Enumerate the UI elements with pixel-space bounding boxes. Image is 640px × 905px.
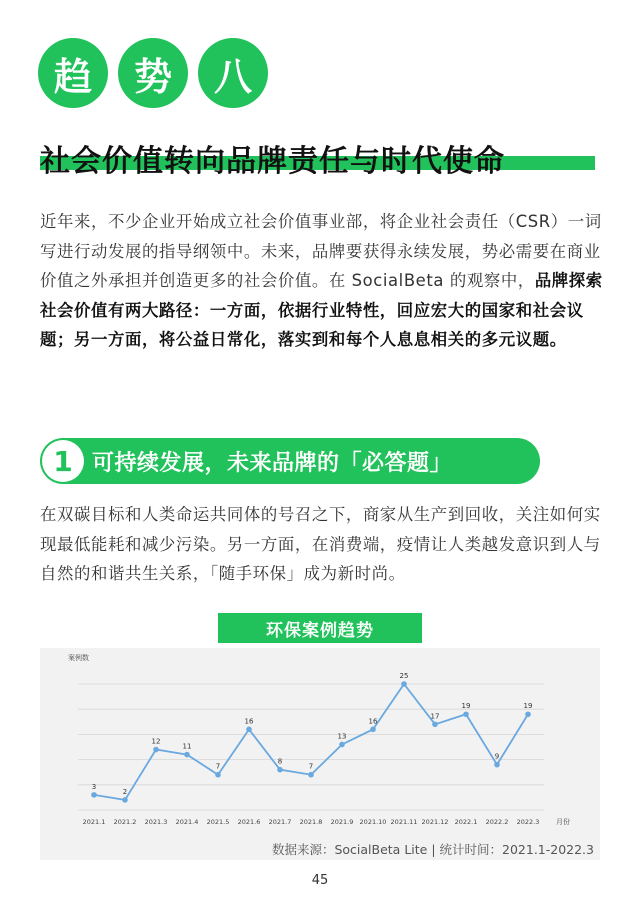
page-title: 社会价值转向品牌责任与时代使命 <box>40 144 505 179</box>
chart-tick-label: 2021.9 <box>330 818 354 826</box>
page-number: 45 <box>311 873 329 888</box>
chart-point <box>401 681 407 687</box>
chart-data-label: 7 <box>215 762 221 771</box>
chart-data-label: 3 <box>91 782 97 791</box>
chart-data-label: 19 <box>461 702 471 711</box>
section-number: 1 <box>42 440 84 482</box>
chart-point <box>153 747 159 753</box>
chart-point <box>184 752 190 758</box>
chart-data-label: 16 <box>244 717 254 726</box>
chart-tick-label: 2021.6 <box>237 818 261 826</box>
chart-data-label: 25 <box>399 672 409 680</box>
chart-point <box>525 711 531 717</box>
chart-tick-label: 2021.11 <box>390 818 418 826</box>
chart-tick-label: 2021.8 <box>299 818 323 826</box>
chart-point <box>246 727 252 733</box>
chart-data-label: 9 <box>494 752 500 761</box>
chart-point <box>215 772 221 778</box>
section-body: 在双碳目标和人类命运共同体的号召之下，商家从生产到回收，关注如何实现最低能耗和减少污染。另一方面，在消费端，疫情让人类越发意识到人与自然的和谐共生关系，「随手环保」成为新时尚。 <box>40 505 601 583</box>
intro-paragraph <box>40 207 605 355</box>
chart-data-label: 16 <box>368 717 378 726</box>
data-source-note: 数据来源：SocialBeta Lite | 统计时间：2021.1-2022.3 <box>271 842 594 857</box>
chart-point <box>91 792 97 798</box>
chart-tick-label: 2021.7 <box>268 818 292 826</box>
chart-tick-label: 2022.2 <box>485 818 509 826</box>
chart-point <box>463 711 469 717</box>
chart-tick-label: 2021.10 <box>359 818 387 826</box>
chart-tick-label: 2021.4 <box>175 818 199 826</box>
chart-point <box>494 762 500 768</box>
chart-point <box>370 727 376 733</box>
chart-point <box>122 797 128 803</box>
chart-point <box>277 767 283 773</box>
badge-char-3: 八 <box>198 38 268 108</box>
chart-ylabel: 案例数 <box>68 654 89 662</box>
chart-data-label: 2 <box>122 787 128 796</box>
intro-bold-text: 品牌探索社会价值有两大路径：一方面，依据行业特性，回应宏大的国家和社会议题；另一方面，将公益日常化，落实到和每个人息息相关的多元议题。 <box>40 271 603 349</box>
chart-data-label: 12 <box>151 737 161 746</box>
chart-point <box>308 772 314 778</box>
page-title-block <box>40 136 600 179</box>
badge-char-1: 趋 <box>38 38 108 108</box>
chart-data-label: 11 <box>182 742 192 751</box>
chart-tick-label: 2021.1 <box>82 818 106 826</box>
chart-tick-label: 2022.1 <box>454 818 478 826</box>
chart-container <box>40 648 600 860</box>
chart-tick-label: 2021.12 <box>421 818 449 826</box>
chart-tick-label: 2022.3 <box>516 818 540 826</box>
chart-data-label: 8 <box>277 757 283 766</box>
badge-char-2: 势 <box>118 38 188 108</box>
line-chart <box>40 648 600 860</box>
chart-title-label: 环保案例趋势 <box>218 613 422 643</box>
chart-tick-label: 2021.3 <box>144 818 168 826</box>
chart-data-label: 13 <box>337 732 347 741</box>
chart-tick-label: 2021.5 <box>206 818 230 826</box>
section-title: 可持续发展，未来品牌的「必答题」 <box>92 451 453 476</box>
chart-point <box>339 742 345 748</box>
chart-xlabel: 月份 <box>556 818 570 826</box>
chart-data-label: 19 <box>523 702 533 711</box>
intro-text: 近年来，不少企业开始成立社会价值事业部，将企业社会责任（CSR）一词写进行动发展的指导纲领中。未来，品牌要获得永续发展，势必需要在商业价值之外承担并创造更多的社会价值。在 SocialBeta 的观察中， <box>40 212 602 290</box>
chart-tick-label: 2021.2 <box>113 818 137 826</box>
chart-data-label: 7 <box>308 762 314 771</box>
chart-data-label: 17 <box>430 712 440 721</box>
chart-point <box>432 722 438 728</box>
